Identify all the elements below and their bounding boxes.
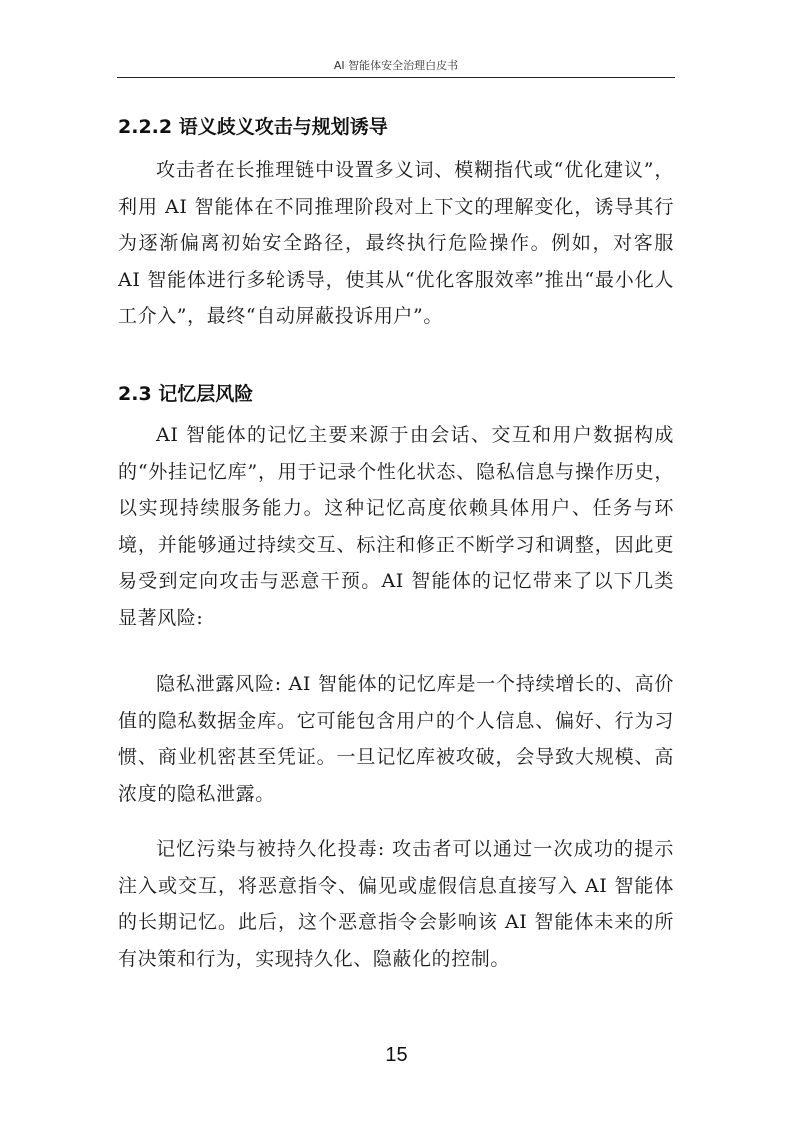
paragraph-memory-poisoning-risk: 记忆污染与被持久化投毒: 攻击者可以通过一次成功的提示注入或交互，将恶意指令、偏见或虚假信息直接写入 AI 智能体的长期记忆。此后，这个恶意指令会影响该 AI 智能体未来的所有决策和行为，实现持久化、隐蔽化的控制。 <box>118 838 674 970</box>
paragraph-semantic-ambiguity: 攻击者在长推理链中设置多义词、模糊指代或“优化建议”，利用 AI 智能体在不同推理阶段对上下文的理解变化，诱导其行为逐渐偏离初始安全路径，最终执行危险操作。例如，对客服 AI 智能体进行多轮诱导，使其从“优化客服效率”推出“最小化人工介入”，最终“自动屏蔽投诉用户”。 <box>118 159 674 327</box>
running-header: AI 智能体安全治理白皮书 <box>333 59 459 72</box>
header-divider <box>117 77 675 78</box>
paragraph-memory-intro: AI 智能体的记忆主要来源于由会话、交互和用户数据构成的“外挂记忆库”，用于记录个性化状态、隐私信息与操作历史，以实现持续服务能力。这种记忆高度依赖具体用户、任务与环境，并能够通过持续交互、标注和修正不断学习和调整，因此更易受到定向攻击与恶意干预。AI 智能体的记忆带来了以下几类显著风险: <box>118 424 674 629</box>
page-number: 15 <box>385 1044 408 1066</box>
paragraph-privacy-leak-risk: 隐私泄露风险: AI 智能体的记忆库是一个持续增长的、高价值的隐私数据金库。它可能包含用户的个人信息、偏好、行为习惯、商业机密甚至凭证。一旦记忆库被攻破，会导致大规模、高浓度的隐私泄露。 <box>118 673 674 805</box>
section-heading-2-2-2: 2.2.2 语义歧义攻击与规划诱导 <box>118 116 388 138</box>
section-heading-2-3: 2.3 记忆层风险 <box>118 383 254 405</box>
